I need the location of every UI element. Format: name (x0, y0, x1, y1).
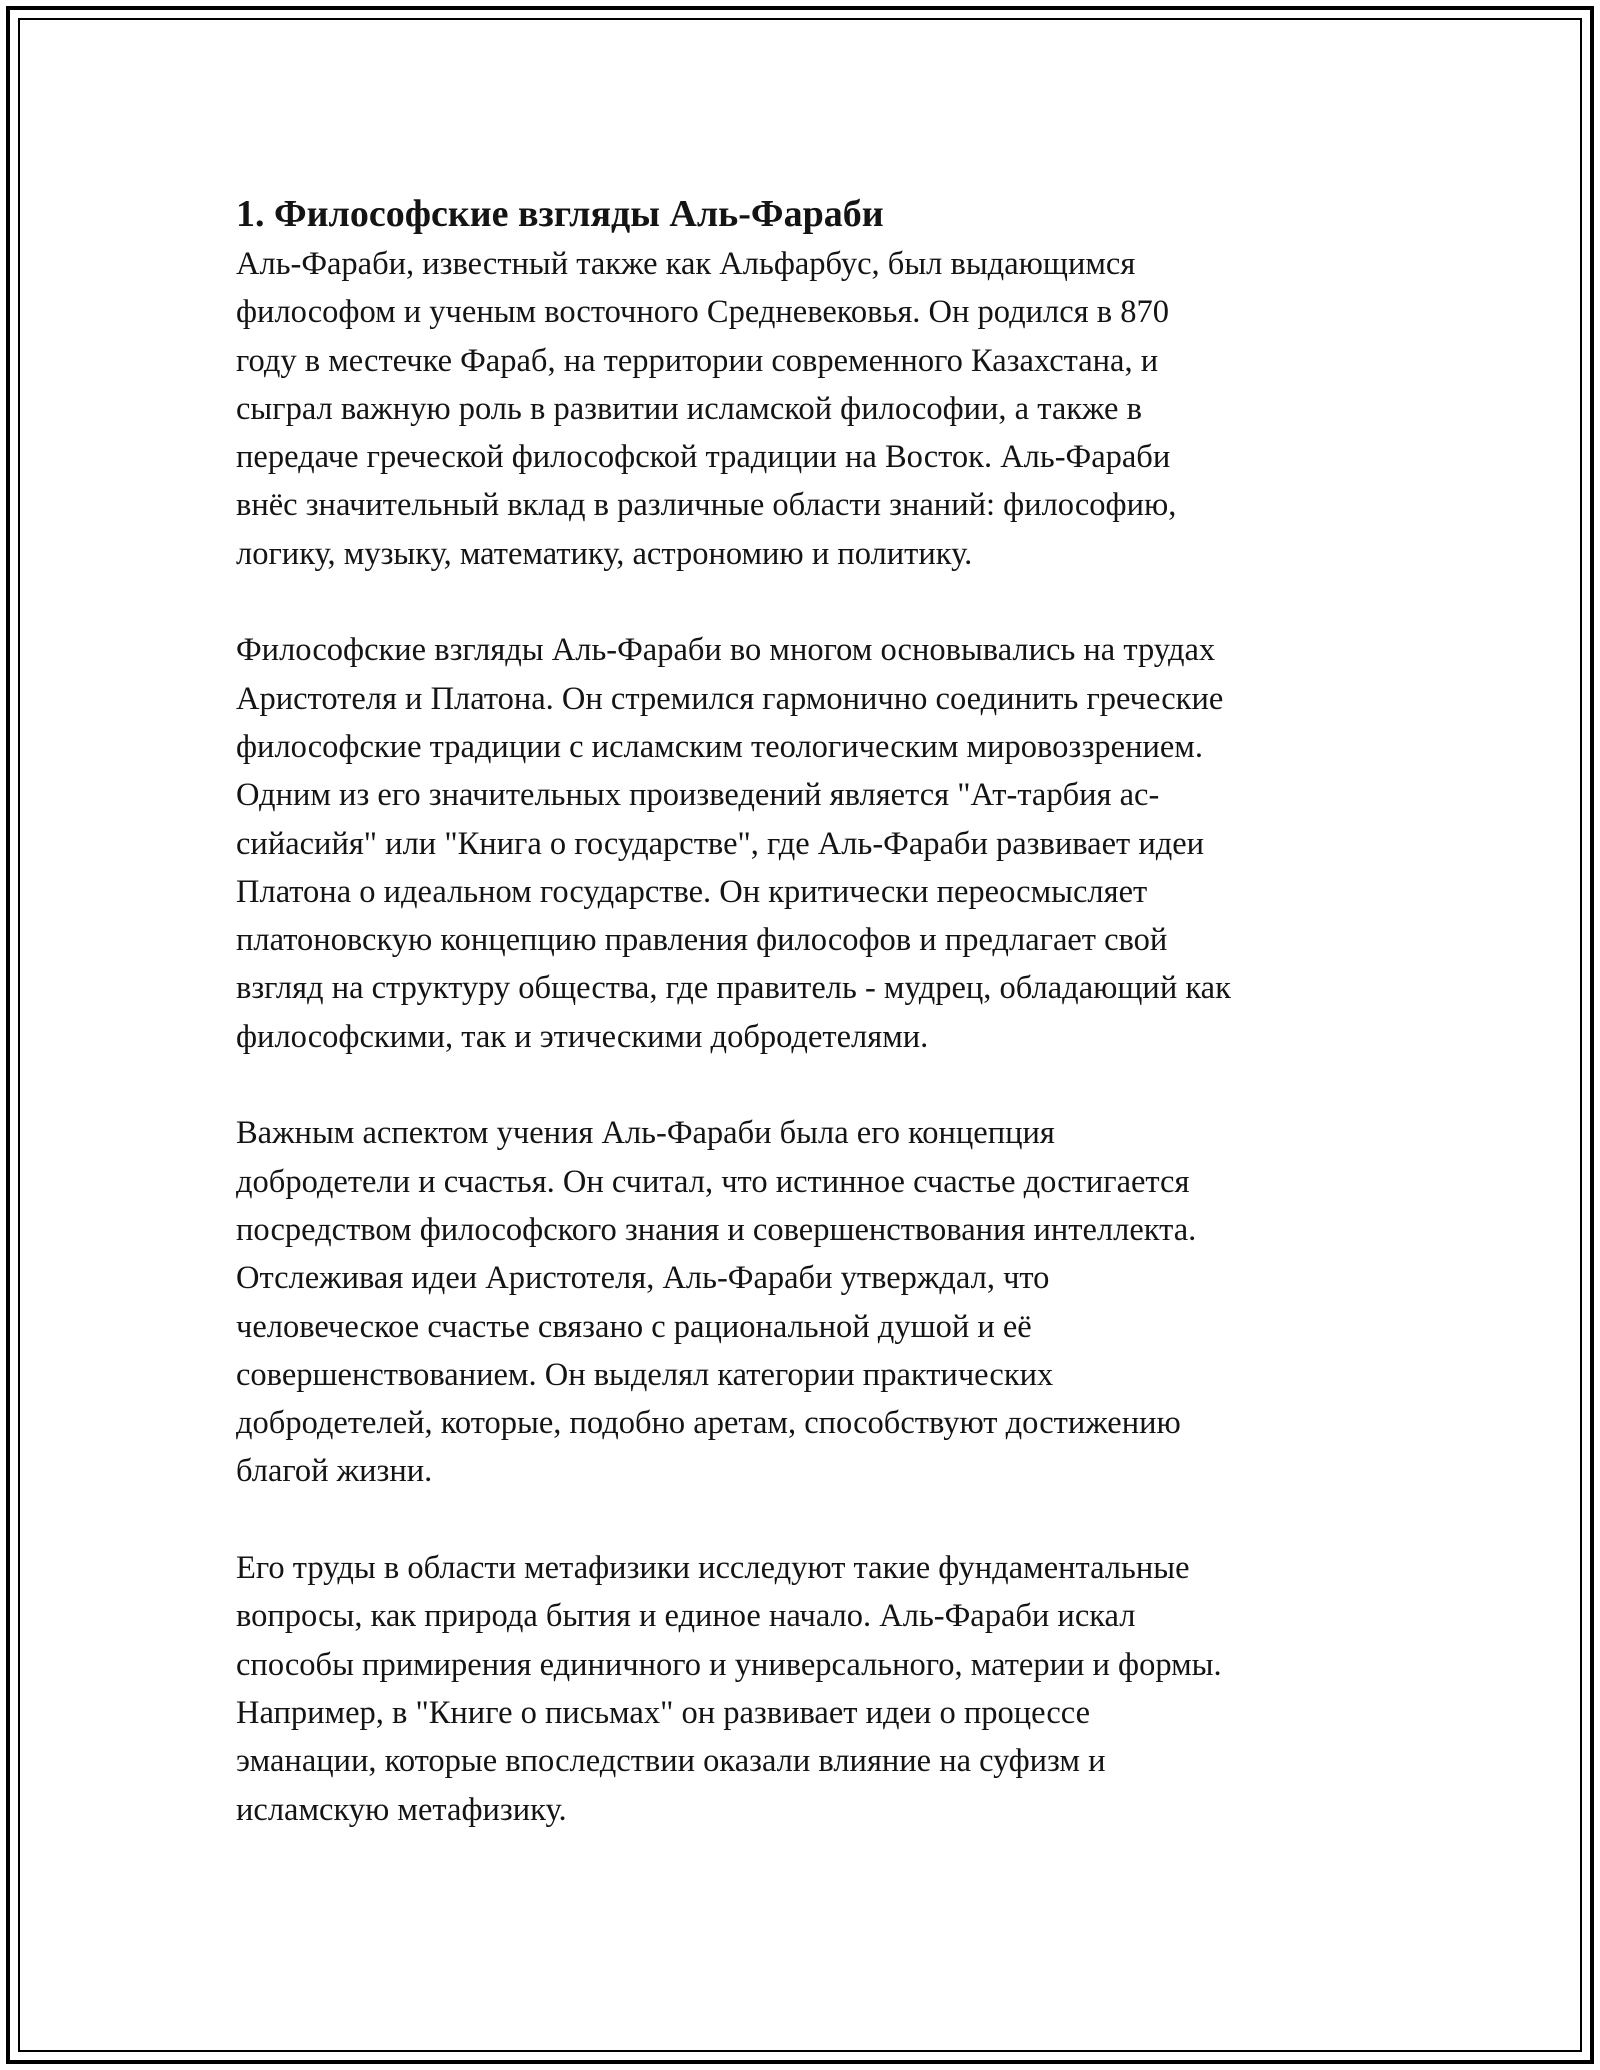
paragraph-line: Его труды в области метафизики исследуют такие фундаментальные (236, 1550, 1190, 1587)
paragraph-4 (236, 1544, 1396, 1834)
paragraph-line: логику, музыку, математику, астрономию и политику. (236, 535, 973, 572)
paragraph-line: человеческое счастье связано с рациональной душой и её (236, 1308, 1032, 1345)
paragraph-line: передаче греческой философской традиции на Восток. Аль-Фараби (236, 439, 1171, 476)
paragraph-line: внёс значительный вклад в различные области знаний: философию, (236, 487, 1177, 524)
paragraph-line: философские традиции с исламским теологическим мировоззрением. (236, 728, 1204, 765)
paragraph-3 (236, 1109, 1396, 1495)
paragraph-line: Философские взгляды Аль-Фараби во многом основывались на трудах (236, 632, 1216, 669)
paragraph-line: вопросы, как природа бытия и единое начало. Аль-Фараби искал (236, 1598, 1136, 1635)
paragraph-line: Например, в "Книге о письмах" он развивает идеи о процессе (236, 1694, 1091, 1731)
paragraph-line: Одним из его значительных произведений является "Ат-тарбия ас- (236, 777, 1160, 814)
paragraph-line: взгляд на структуру общества, где правитель - мудрец, обладающий как (236, 970, 1231, 1007)
paragraph-line: совершенствованием. Он выделял категории практических (236, 1356, 1054, 1393)
paragraph-2 (236, 626, 1396, 1061)
paragraph-line: способы примирения единичного и универсального, материи и формы. (236, 1646, 1222, 1683)
paragraph-line: философскими, так и этическими добродетелями. (236, 1018, 929, 1055)
document-body (236, 188, 1396, 1834)
paragraph-line: сийасийя" или "Книга о государстве", где Аль-Фараби развивает идеи (236, 825, 1205, 862)
paragraph-line: философом и ученым восточного Средневековья. Он родился в 870 (236, 294, 1169, 331)
paragraph-1 (236, 240, 1396, 578)
paragraph-line: эманации, которые впоследствии оказали влияние на суфизм и (236, 1743, 1106, 1780)
paragraph-line: посредством философского знания и совершенствования интеллекта. (236, 1211, 1197, 1248)
paragraph-line: году в местечке Фараб, на территории современного Казахстана, и (236, 342, 1159, 379)
section-heading: 1. Философские взгляды Аль-Фараби (236, 193, 884, 235)
paragraph-line: исламскую метафизику. (236, 1791, 567, 1828)
paragraph-line: добродетелей, которые, подобно аретам, способствуют достижению (236, 1405, 1181, 1442)
paragraph-line: сыграл важную роль в развитии исламской философии, а также в (236, 390, 1142, 427)
paragraph-line: Платона о идеальном государстве. Он критически переосмысляет (236, 873, 1148, 910)
paragraph-line: платоновскую концепцию правления философов и предлагает свой (236, 922, 1168, 959)
paragraph-line: благой жизни. (236, 1453, 433, 1490)
paragraph-line: Отслеживая идеи Аристотеля, Аль-Фараби утверждал, что (236, 1260, 1050, 1297)
paragraph-line: добродетели и счастья. Он считал, что истинное счастье достигается (236, 1163, 1190, 1200)
paragraph-line: Аристотеля и Платона. Он стремился гармонично соединить греческие (236, 680, 1224, 717)
paragraph-line: Аль-Фараби, известный также как Альфарбус, был выдающимся (236, 246, 1136, 282)
paragraph-line: Важным аспектом учения Аль-Фараби была его концепция (236, 1115, 1055, 1152)
